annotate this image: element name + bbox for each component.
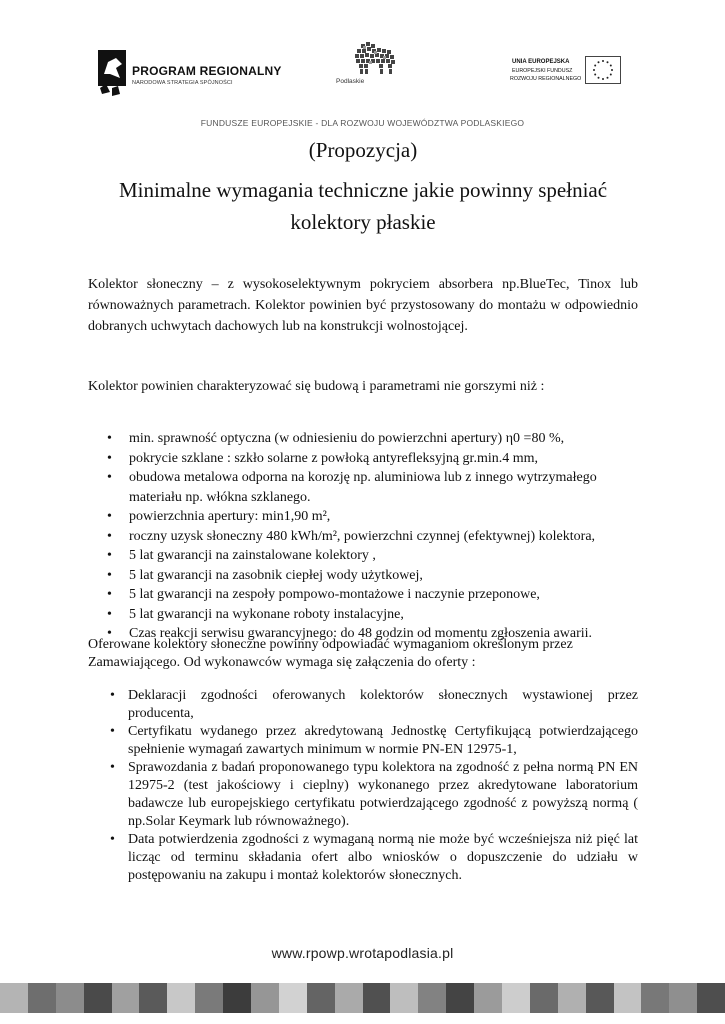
bullet-icon: • bbox=[107, 567, 112, 583]
list-item: • powierzchnia apertury: min1,90 m², bbox=[88, 507, 638, 527]
eu-title: UNIA EUROPEJSKA bbox=[512, 59, 570, 65]
stripe-block bbox=[167, 983, 195, 1013]
stripe-block bbox=[418, 983, 446, 1013]
page-header bbox=[0, 0, 725, 128]
stripe-block bbox=[697, 983, 725, 1013]
stripe-block bbox=[307, 983, 335, 1013]
list-item: • obudowa metalowa odporna na korozję np. aluminiowa lub z innego wytrzymałego materiału np. włókna szklanego. bbox=[107, 470, 597, 505]
stripe-block bbox=[641, 983, 669, 1013]
list-item: • 5 lat gwarancji na zainstalowane kolektory , bbox=[88, 546, 638, 566]
bullet-icon: • bbox=[110, 688, 115, 703]
list-item: • Deklaracji zgodności oferowanych kolektorów słonecznych wystawionej przez producenta, bbox=[110, 688, 638, 721]
list-item: • Data potwierdzenia zgodności z wymaganą normą nie może być wcześniejsza niż pięć lat licząc od terminu składania ofert albo wniosków o dopuszczenie do udziału w postępowaniu na zakupu i montaż kolektorów słonecznych. bbox=[110, 832, 638, 883]
list-item: • 5 lat gwarancji na zasobnik ciepłej wody użytkowej, bbox=[88, 566, 638, 586]
list-item: • 5 lat gwarancji na zespoły pompowo-montażowe i naczynie przeponowe, bbox=[88, 585, 638, 605]
program-star-icon bbox=[94, 44, 130, 100]
stripe-block bbox=[279, 983, 307, 1013]
document-title bbox=[88, 174, 638, 238]
stripe-block bbox=[0, 983, 28, 1013]
bullet-icon: • bbox=[107, 509, 112, 524]
stripe-block bbox=[586, 983, 614, 1013]
stripe-block bbox=[669, 983, 697, 1013]
stripe-block bbox=[390, 983, 418, 1013]
stripe-block bbox=[446, 983, 474, 1013]
bullet-icon: • bbox=[107, 528, 112, 544]
bison-icon bbox=[353, 40, 403, 78]
list-item: • roczny uzysk słoneczny 480 kWh/m², powierzchni czynnej (efektywnej) kolektora, bbox=[88, 527, 638, 547]
list-item: • pokrycie szklane : szkło solarne z powłoką antyrefleksyjną gr.min.4 mm, bbox=[88, 449, 638, 469]
bullet-icon: • bbox=[107, 470, 112, 485]
bullet-icon: • bbox=[107, 606, 112, 622]
stripe-block bbox=[84, 983, 112, 1013]
document-body bbox=[88, 134, 638, 883]
bullet-icon: • bbox=[107, 431, 112, 446]
stripe-block bbox=[223, 983, 251, 1013]
characteristics-intro: Kolektor powinien charakteryzować się budową i parametrami nie gorszymi niż : bbox=[88, 379, 545, 394]
podlaskie-logo bbox=[333, 40, 413, 90]
list-item: • Czas reakcji serwisu gwarancyjnego: do 48 godzin od momentu zgłoszenia awarii. bbox=[88, 624, 638, 644]
stripe-block bbox=[502, 983, 530, 1013]
list-item: • 5 lat gwarancji na wykonane roboty instalacyjne, bbox=[88, 605, 638, 625]
eu-logo bbox=[490, 56, 630, 96]
stripe-block bbox=[251, 983, 279, 1013]
bullet-icon: • bbox=[107, 450, 112, 466]
stripe-block bbox=[614, 983, 642, 1013]
attachments-list bbox=[88, 687, 638, 885]
stripe-block bbox=[335, 983, 363, 1013]
title-line-1: Minimalne wymagania techniczne jakie powinny spełniać bbox=[118, 178, 608, 202]
stripe-block bbox=[474, 983, 502, 1013]
bullet-icon: • bbox=[110, 760, 115, 775]
stripe-block bbox=[530, 983, 558, 1013]
eu-flag-icon bbox=[585, 56, 621, 84]
stripe-block bbox=[112, 983, 140, 1013]
podlaskie-text: Podlaskie bbox=[336, 78, 365, 85]
stripe-block bbox=[558, 983, 586, 1013]
list-item: • Sprawozdania z badań proponowanego typu kolektora na zgodność z pełna normą PN EN 12975-2 (test jakościowy i cieplny) wykonanego przez akredytowane laboratorium badawcze lub europejskiego certyfikatu potwierdzającego zgodność z powyższą normą ( np.Solar Keymark lub równoważnego). bbox=[110, 760, 638, 829]
offer-intro: Oferowane kolektory słoneczne powinny odpowiadać wymaganiom określonym przez Zamawiającego. Od wykonawców wymaga się załączenia do oferty : bbox=[88, 637, 573, 670]
footer-url: www.rpowp.wrotapodlasia.pl bbox=[271, 945, 454, 961]
list-item: • Certyfikatu wydanego przez akredytowaną Jednostkę Certyfikującą potwierdzającego spełnienie wymagań zawartych minimum w normie PN-EN 12975-1, bbox=[110, 724, 638, 757]
stripe-block bbox=[28, 983, 56, 1013]
program-title: PROGRAM REGIONALNY bbox=[132, 64, 282, 78]
eu-fund-line: EUROPEJSKI FUNDUSZ bbox=[512, 68, 573, 74]
bullet-icon: • bbox=[107, 548, 112, 563]
stripe-block bbox=[56, 983, 84, 1013]
stripe-block bbox=[363, 983, 391, 1013]
stripe-block bbox=[195, 983, 223, 1013]
program-subtitle: NARODOWA STRATEGIA SPÓJNOŚCI bbox=[132, 80, 233, 86]
footer-stripe bbox=[0, 983, 725, 1013]
bullet-icon: • bbox=[107, 587, 112, 602]
bullet-icon: • bbox=[107, 626, 112, 641]
stripe-block bbox=[139, 983, 167, 1013]
funding-line: FUNDUSZE EUROPEJSKIE - DLA ROZWOJU WOJEWÓDZTWA PODLASKIEGO bbox=[200, 118, 525, 128]
program-regionalny-logo bbox=[94, 44, 284, 100]
requirements-list bbox=[88, 429, 638, 644]
title-line-2: kolektory płaskie bbox=[290, 210, 436, 234]
list-item: • min. sprawność optyczna (w odniesieniu do powierzchni apertury) η0 =80 %, bbox=[88, 429, 638, 449]
proposal-label: (Propozycja) bbox=[308, 138, 418, 162]
eu-fund-line-2: ROZWOJU REGIONALNEGO bbox=[510, 76, 582, 82]
intro-paragraph: Kolektor słoneczny – z wysokoselektywnym pokryciem absorbera np.BlueTec, Tinox lub równoważnych parametrach. Kolektor powinien być przystosowany do montażu w odpowiednio dobranych uchwytach dachowych lub na konstrukcji wolnostojącej. bbox=[88, 277, 638, 334]
bullet-icon: • bbox=[110, 832, 115, 847]
bullet-icon: • bbox=[110, 724, 115, 739]
